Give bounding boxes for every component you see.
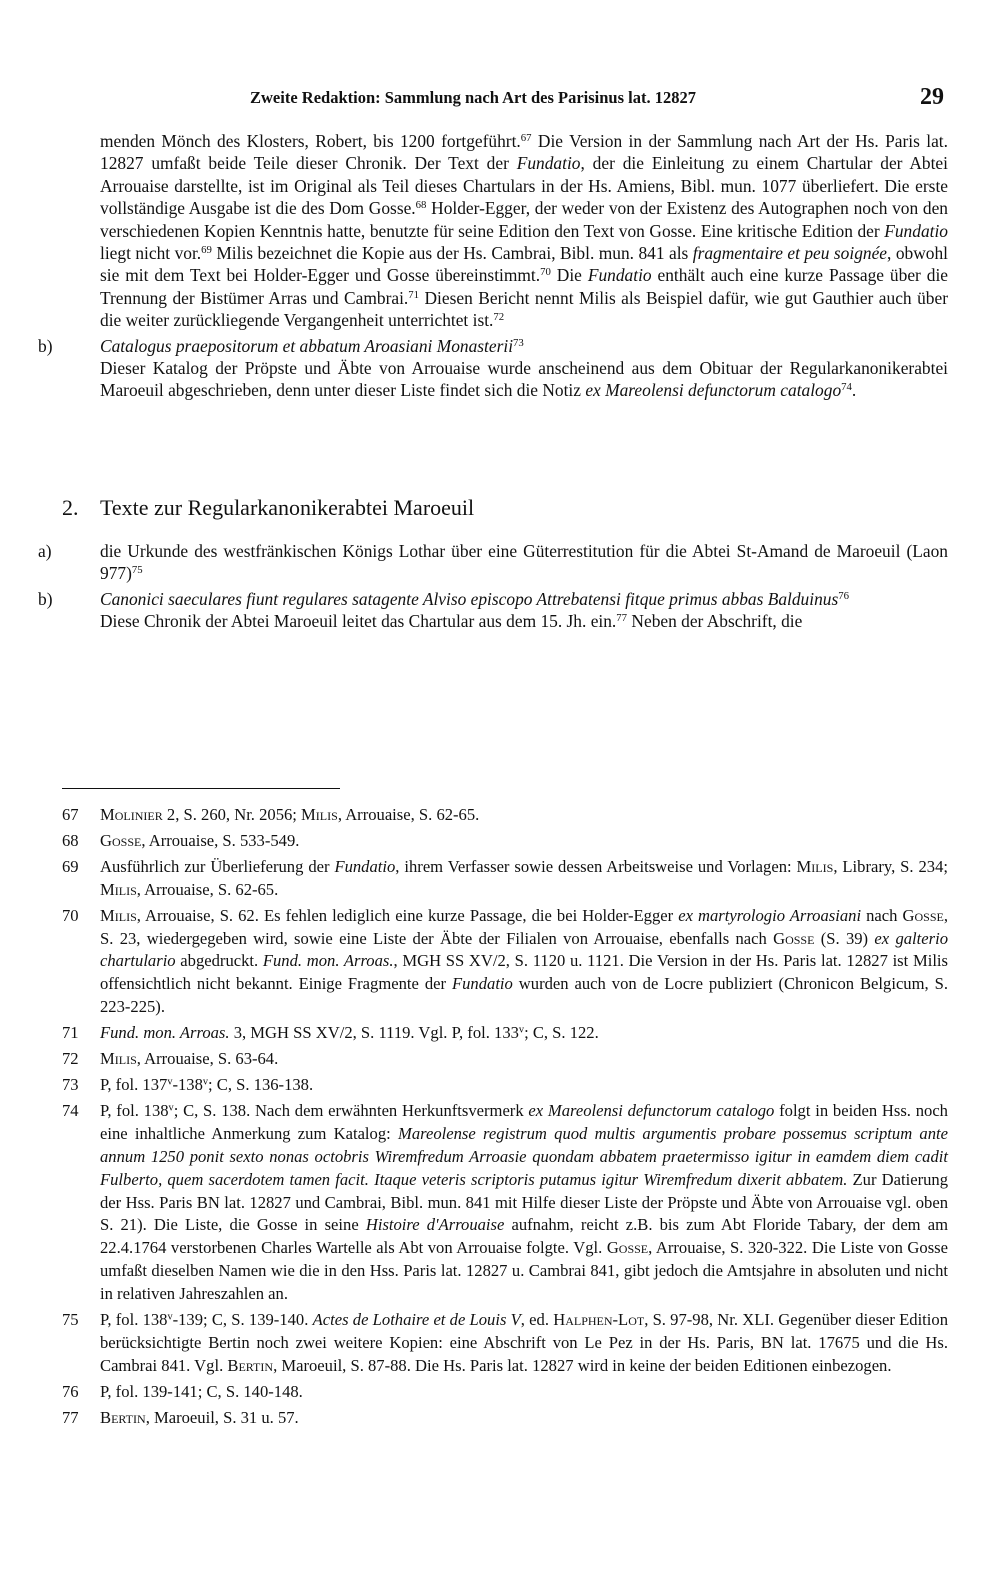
italic-text: Fund. mon. Arroas. bbox=[100, 1023, 230, 1043]
superscript: v bbox=[167, 1311, 173, 1323]
item-title bbox=[100, 588, 948, 610]
footnote bbox=[62, 1100, 949, 1306]
footnote-number: 74 bbox=[62, 1100, 79, 1120]
superscript: 74 bbox=[841, 381, 852, 394]
author-name: Milis bbox=[796, 856, 834, 876]
italic-text: Histoire d'Arrouaise bbox=[365, 1215, 505, 1235]
footnote-text bbox=[100, 1023, 599, 1042]
italic-text: Fundatio bbox=[452, 974, 513, 994]
italic-text: Fund. mon. Arroas. bbox=[262, 951, 394, 971]
text-run: Zur Datierung der Hss. Paris BN lat. 12827 und Cambrai, Bibl. mun. 841 mit Hilfe dieser Liste der Pröpste und Äbte von Arrouaise vgl. oben S. 21). Die Liste, die Gosse in seine bbox=[100, 1169, 949, 1235]
text-run: 3, MGH SS XV/2, S. 1119. Vgl. P, fol. 133 bbox=[229, 1023, 519, 1043]
footnote-text bbox=[100, 805, 479, 824]
author-name: Milis bbox=[100, 1049, 137, 1069]
author-name: Milis bbox=[301, 805, 338, 824]
text-run: Neben der Abschrift, die bbox=[627, 611, 803, 632]
item-text bbox=[100, 357, 948, 402]
italic-text: Fundatio bbox=[334, 856, 396, 876]
text-run: , der die Einleitung zu einem Chartular der Abtei Arrouaise darstellte, ist im Original als Teil dieses Chartulars in der Hs. Amiens, Bibl. mun. 1077 überliefert. Die erste vollständige Ausgabe ist die des Dom Gosse. bbox=[100, 153, 948, 219]
footnote-text bbox=[100, 906, 948, 1017]
italic-text: ex Mareolensi defunctorum catalogo bbox=[528, 1100, 775, 1120]
italic-text: Actes de Lothaire et de Louis V bbox=[312, 1310, 521, 1330]
text-run: -138 bbox=[172, 1074, 203, 1094]
text-run: Die bbox=[550, 265, 588, 286]
section-2-text bbox=[38, 537, 948, 633]
text-run: , ed. bbox=[520, 1310, 554, 1330]
text-run: nach bbox=[861, 905, 903, 925]
text-run: , Maroeuil, S. 87-88. Die Hs. Paris lat. 12827 wird in keine der beiden Editionen einbezogen. bbox=[273, 1355, 892, 1375]
text-run: wurden auch von de Locre publiziert (Chronicon Belgicum, S. 223-225). bbox=[100, 974, 948, 1017]
text-run: , ihrem Verfasser sowie dessen Arbeitsweise und Vorlagen: bbox=[395, 856, 797, 876]
text-run: Die Version in der Sammlung nach Art der Hs. Paris lat. 12827 umfaßt beide Teile dieser Chronik. Der Text der bbox=[100, 131, 948, 174]
italic-text: ex galterio chartulario bbox=[100, 928, 948, 971]
footnote bbox=[62, 856, 948, 902]
footnote-text bbox=[100, 1101, 948, 1303]
text-run: , Arrouaise, S. 62. Es fehlen lediglich eine kurze Passage, die bei Holder-Egger bbox=[136, 905, 679, 925]
text-run: P, fol. 138 bbox=[100, 1100, 169, 1120]
section-heading bbox=[62, 495, 474, 521]
list-item-a-urkunde bbox=[38, 540, 948, 585]
text-run: -139; C, S. 139-140. bbox=[172, 1310, 313, 1330]
text-run: Milis bezeichnet die Kopie aus der Hs. Cambrai, Bibl. mun. 841 als bbox=[211, 243, 693, 264]
footnote-text bbox=[100, 857, 948, 899]
author-name: Gosse bbox=[902, 905, 944, 925]
footnote-number: 72 bbox=[62, 1049, 79, 1069]
footnote bbox=[62, 1074, 948, 1097]
text-run: P, fol. 138 bbox=[100, 1310, 168, 1330]
footnote bbox=[62, 1048, 948, 1071]
superscript: 69 bbox=[201, 244, 212, 257]
list-item-b-catalogus bbox=[38, 335, 948, 402]
item-text bbox=[100, 610, 948, 632]
superscript: 70 bbox=[540, 266, 551, 279]
author-name: Gosse bbox=[606, 1238, 649, 1258]
footnote-number: 67 bbox=[62, 805, 79, 824]
text-run: , Arrouaise, S. 62-65. bbox=[337, 805, 480, 824]
text-run: , Arrouaise, S. 533-549. bbox=[141, 830, 300, 850]
footnote bbox=[62, 804, 948, 827]
text-run: ; C, S. 136-138. bbox=[208, 1074, 314, 1094]
italic-text: Fundatio bbox=[587, 265, 652, 286]
text-run: Diese Chronik der Abtei Maroeuil leitet das Chartular aus dem 15. Jh. ein. bbox=[100, 611, 617, 632]
footnote-text bbox=[100, 1408, 299, 1427]
text-run: aufnahm, reicht z.B. bis zum Abt Floride Tabary, der dem am 22.4.1764 verstorbenen Charles Wartelle als Abt von Arrouaise folgte. Vgl. bbox=[100, 1215, 948, 1258]
italic-text: ex Mareolensi defunctorum catalogo bbox=[585, 380, 842, 401]
text-run: , Arrouaise, S. 63-64. bbox=[136, 1049, 279, 1069]
footnote-number: 73 bbox=[62, 1074, 79, 1094]
item-label: b) bbox=[38, 335, 53, 356]
author-name: Bertin bbox=[227, 1355, 274, 1375]
text-run: . bbox=[851, 380, 857, 401]
footnote bbox=[62, 1309, 948, 1378]
footnote-number: 68 bbox=[62, 830, 79, 850]
main-text bbox=[38, 130, 949, 402]
text-run: Diesen Bericht nennt Milis als Beispiel dafür, wie gut Gauthier auch über die weiter zurückliegende Vergangenheit unterrichtet ist. bbox=[100, 287, 948, 331]
text-run: ; C, S. 122. bbox=[524, 1023, 599, 1043]
footnote bbox=[62, 905, 948, 1020]
text-run: , S. 97-98, Nr. XLI. Gegenüber dieser Edition berücksichtigte Bertin noch zwei weitere Kopien: eine Abschrift von Le Pez in der Hs. Paris, BN lat. 17675 und die Hs. Cambrai 841. Vgl. bbox=[100, 1310, 948, 1375]
item-label: b) bbox=[38, 588, 53, 609]
superscript: 76 bbox=[838, 589, 850, 602]
author-name: Milis bbox=[100, 905, 137, 925]
footnote-number: 76 bbox=[62, 1381, 79, 1401]
superscript: 77 bbox=[616, 612, 628, 625]
text-run: menden Mönch des Klosters, Robert, bis 1200 fortgeführt. bbox=[100, 131, 521, 151]
superscript: 71 bbox=[408, 288, 420, 301]
superscript: v bbox=[518, 1024, 525, 1036]
footnote bbox=[62, 830, 948, 853]
text-run: , obwohl sie mit dem Text bei Holder-Egger und Gosse übereinstimmt. bbox=[100, 243, 948, 286]
text-run: abgedruckt. bbox=[175, 951, 263, 971]
text-run: , MGH SS XV/2, S. 1120 u. 1121. Die Version in der Hs. Paris lat. 12827 ist Milis offensichtlich nicht bekannt. Einige Fragmente der bbox=[100, 951, 948, 994]
footnote-number: 77 bbox=[62, 1407, 79, 1427]
section-number: 2. bbox=[62, 495, 79, 520]
footnote-number: 69 bbox=[62, 856, 79, 876]
superscript: 67 bbox=[520, 132, 532, 145]
text-run: P, fol. 137 bbox=[100, 1074, 168, 1094]
text-run: die Urkunde des westfränkischen Königs Lothar über eine Güterrestitution für die Abtei St-Amand de Maroeuil (Laon 977) bbox=[100, 541, 948, 584]
italic-text: fragmentaire et peu soignée bbox=[692, 243, 888, 264]
author-name: Milis bbox=[100, 879, 137, 899]
footnote-text bbox=[100, 831, 299, 850]
text-run: ; C, S. 138. Nach dem erwähnten Herkunftsvermerk bbox=[173, 1100, 529, 1120]
text-run: Ausführlich zur Überlieferung der bbox=[100, 856, 335, 876]
footnote-text bbox=[100, 1075, 313, 1094]
superscript: v bbox=[202, 1076, 209, 1088]
text-run: 2, S. 260, Nr. 2056; bbox=[162, 805, 302, 824]
footnote-text bbox=[100, 1382, 303, 1401]
footnote bbox=[62, 1407, 948, 1430]
text-run: liegt nicht vor. bbox=[100, 243, 202, 264]
page-number: 29 bbox=[920, 84, 944, 110]
superscript: v bbox=[167, 1076, 173, 1088]
footnote bbox=[62, 1381, 948, 1404]
footnotes bbox=[62, 804, 949, 1433]
text-run: , Arrouaise, S. 62-65. bbox=[136, 879, 279, 899]
paragraph-fundatio bbox=[100, 130, 948, 332]
superscript: 75 bbox=[131, 564, 143, 577]
text-run: Holder-Egger, der weder von der Existenz des Autographen noch von den verschiedenen Kopien Kenntnis hatte, benutzte für seine Edition den Text von Gosse. Eine kritische Edition der bbox=[100, 198, 949, 241]
author-name: Gosse bbox=[773, 928, 815, 948]
superscript: v bbox=[168, 1102, 174, 1114]
text-run: , Library, S. 234; bbox=[833, 856, 948, 876]
italic-text: Catalogus praepositorum et abbatum Aroasiani Monasterii bbox=[100, 335, 514, 356]
text-run: enthält auch eine kurze Passage über die Trennung der Bistümer Arras und Cambrai. bbox=[100, 265, 949, 308]
text-run: , S. 23, wiedergegeben wird, sowie eine Liste der Äbte der Filialen von Arrouaise, ebenfalls nach bbox=[100, 905, 948, 948]
italic-text: Fundatio bbox=[516, 153, 581, 174]
section-title: Texte zur Regularkanonikerabtei Maroeuil bbox=[100, 495, 475, 520]
superscript: 72 bbox=[493, 311, 505, 324]
text-run: , Arrouaise, S. 320-322. Die Liste von Gosse umfaßt dieselben Namen wie die in den Hss. Paris lat. 12827 u. Cambrai 841, gibt jedoch die Amtsjahre in absoluten und nicht in relativen Jahreszahlen an. bbox=[100, 1238, 948, 1304]
text-run: folgt in beiden Hss. noch eine inhaltliche Anmerkung zum Katalog: bbox=[100, 1100, 948, 1143]
text-run: (S. 39) bbox=[814, 928, 875, 948]
footnote-number: 75 bbox=[62, 1310, 79, 1330]
author-name: Molinier bbox=[100, 805, 163, 824]
text-run: P, fol. 139-141; C, S. 140-148. bbox=[100, 1381, 303, 1401]
footnote-number: 71 bbox=[62, 1023, 79, 1043]
footnote-number: 70 bbox=[62, 905, 79, 925]
italic-text: ex martyrologio Arroasiani bbox=[678, 905, 862, 925]
text-run: Dieser Katalog der Pröpste und Äbte von Arrouaise wurde anscheinend aus dem Obituar der Regularkanonikerabtei Maroeuil abgeschrieben, denn unter dieser Liste findet sich die Notiz bbox=[100, 358, 948, 401]
item-label: a) bbox=[38, 541, 52, 561]
superscript: 73 bbox=[513, 336, 524, 349]
italic-text: Fundatio bbox=[884, 220, 948, 241]
italic-text: Canonici saeculares fiunt regulares satagente Alviso episcopo Attrebatensi fitque primus abbas Balduinus bbox=[100, 588, 839, 609]
item-text bbox=[100, 540, 948, 585]
author-name: Gosse bbox=[100, 830, 142, 850]
running-head: Zweite Redaktion: Sammlung nach Art des Parisinus lat. 12827 bbox=[250, 88, 696, 107]
author-name: Halphen-Lot bbox=[553, 1310, 645, 1330]
footnote-text bbox=[100, 1049, 278, 1068]
text-run: , Maroeuil, S. 31 u. 57. bbox=[145, 1407, 299, 1427]
italic-text: Mareolense registrum quod multis argumentis probare possemus scriptum ante annum 1250 ponit sexto nonas octobris Wiremfredum Arroasie quondam abbatem praetermisso igitur in eamdem diem cadit Fulberto, quem sacerdotem tamen facit. Itaque veteris scriptoris putamus igitur Wiremfredum dixerit abbatem. bbox=[100, 1123, 948, 1189]
author-name: Bertin bbox=[100, 1407, 146, 1427]
footnote-text bbox=[100, 1310, 948, 1375]
list-item-b-canonici bbox=[38, 588, 948, 633]
item-title bbox=[100, 335, 948, 357]
footnote bbox=[62, 1022, 948, 1045]
footnote-rule bbox=[62, 788, 340, 789]
superscript: 68 bbox=[415, 199, 427, 212]
